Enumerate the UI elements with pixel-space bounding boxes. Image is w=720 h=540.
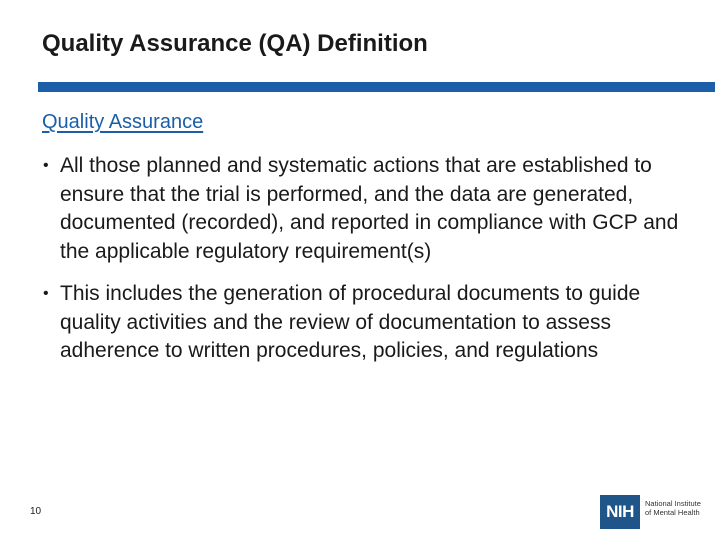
bullet-text: All those planned and systematic actions that are established to ensure that the trial is performed, and the data are generated, documented (recorded), and reported in compliance with GCP and the applicable regulatory requirement(s) xyxy=(60,154,679,263)
bullet-item xyxy=(43,152,700,266)
bullet-dot-icon: • xyxy=(43,157,49,174)
section-subheading: Quality Assurance xyxy=(42,111,204,133)
logo-line-1: National Institute xyxy=(645,499,701,508)
slide-title: Quality Assurance (QA) Definition xyxy=(42,30,428,57)
page-number: 10 xyxy=(30,506,42,517)
bullet-text: This includes the generation of procedural documents to guide quality activities and the review of documentation to assess adherence to written procedures, policies, and regulations xyxy=(60,282,641,362)
title-underline-bar xyxy=(38,82,715,92)
nih-logo-mark: NIH xyxy=(600,495,640,529)
bullet-list xyxy=(43,152,700,380)
bullet-item xyxy=(43,280,700,366)
nimh-logo xyxy=(600,495,712,529)
logo-line-2: of Mental Health xyxy=(645,508,700,517)
logo-wordmark xyxy=(645,499,713,517)
bullet-dot-icon: • xyxy=(43,285,49,302)
